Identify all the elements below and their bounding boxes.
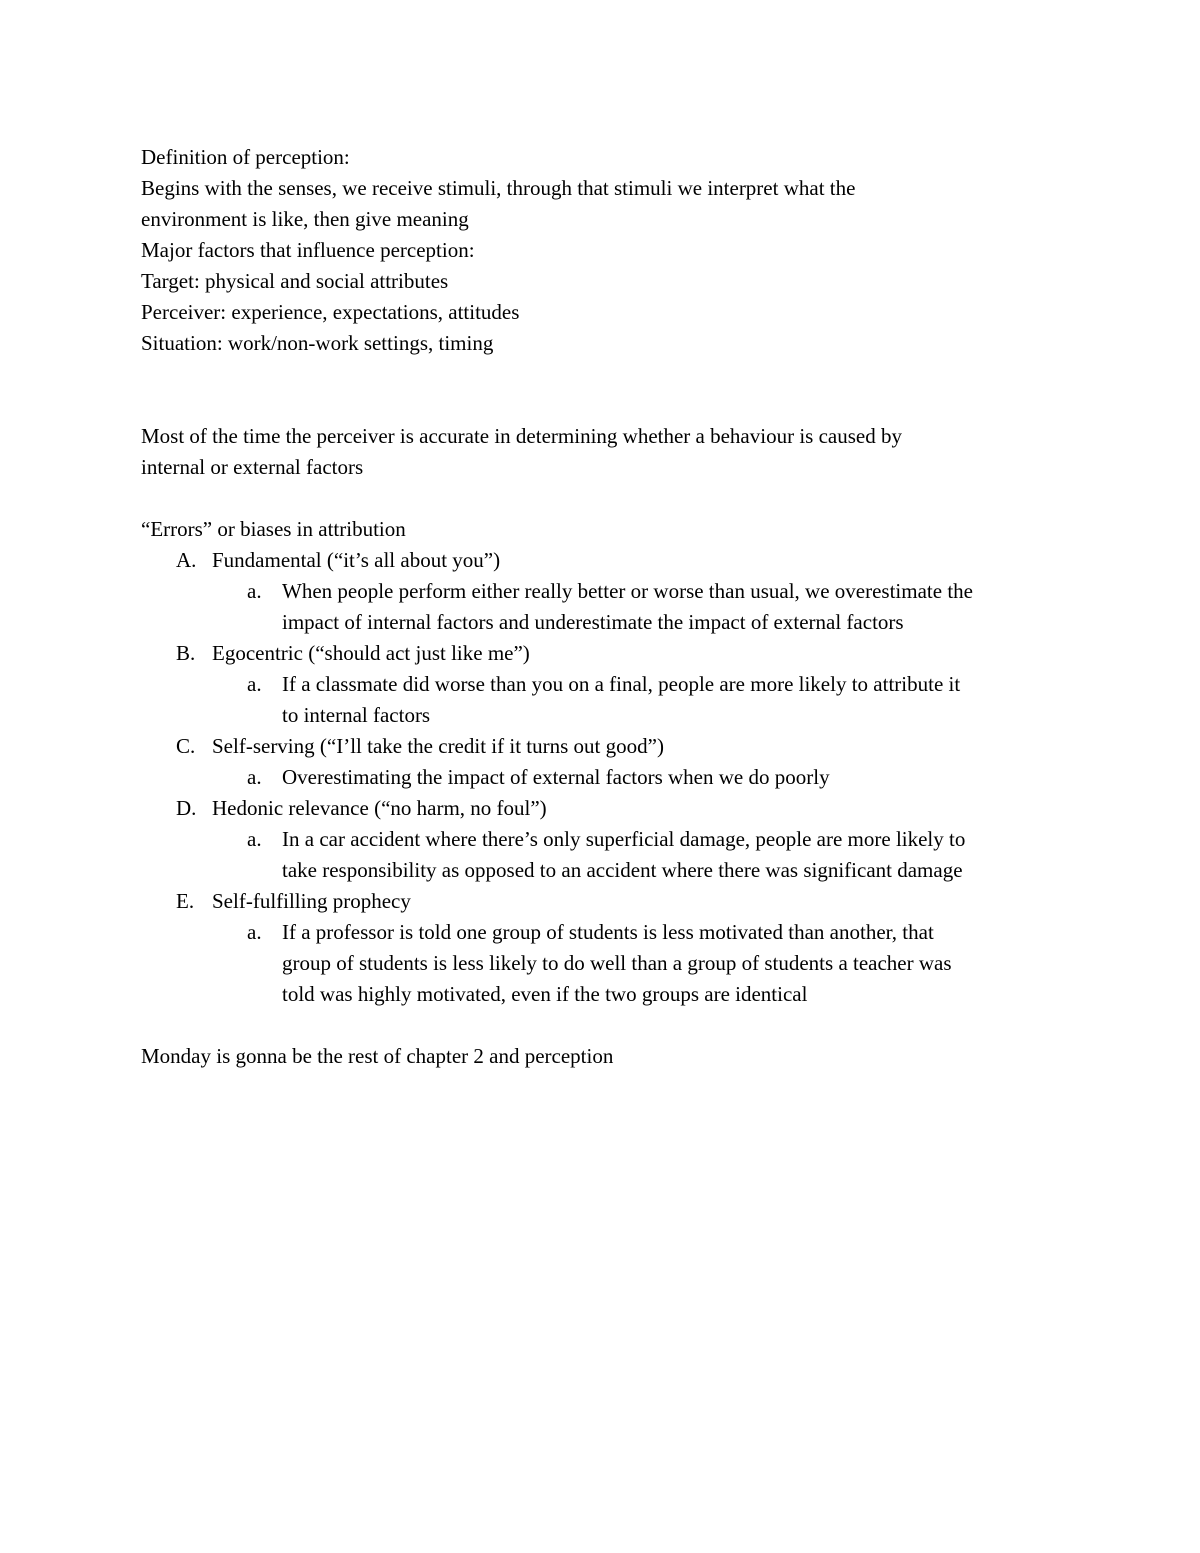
spacer xyxy=(141,1010,1081,1041)
bias-example xyxy=(141,576,1081,638)
bias-item-self-fulfilling-prophecy xyxy=(141,886,1081,917)
spacer xyxy=(141,359,1081,390)
list-marker: B. xyxy=(176,641,196,665)
factor-situation: Situation: work/non-work settings, timing xyxy=(141,331,494,355)
bias-label: Egocentric (“should act just like me”) xyxy=(212,641,530,665)
bias-example xyxy=(141,669,1081,731)
list-marker: a. xyxy=(247,579,262,603)
bias-label: Hedonic relevance (“no harm, no foul”) xyxy=(212,796,547,820)
bias-label: Fundamental (“it’s all about you”) xyxy=(212,548,501,572)
definition-text-line-1: Begins with the senses, we receive stimuli, through that stimuli we interpret what the xyxy=(141,176,856,200)
bias-example-line-1: In a car accident where there’s only superficial damage, people are more likely to xyxy=(282,827,966,851)
bias-example-line-2: impact of internal factors and underestimate the impact of external factors xyxy=(282,610,904,634)
bias-example-line-3: told was highly motivated, even if the two groups are identical xyxy=(282,982,808,1006)
bias-item-egocentric xyxy=(141,638,1081,669)
spacer xyxy=(141,390,1081,421)
bias-example xyxy=(141,917,1081,1010)
bias-example-line-2: to internal factors xyxy=(282,703,431,727)
list-marker: a. xyxy=(247,827,262,851)
document-page xyxy=(141,142,1081,1072)
list-marker: C. xyxy=(176,734,196,758)
bias-example xyxy=(141,824,1081,886)
list-marker: A. xyxy=(176,548,197,572)
bias-example-line-1: When people perform either really better or worse than usual, we overestimate the xyxy=(282,579,973,603)
list-marker: D. xyxy=(176,796,197,820)
accuracy-text-line-1: Most of the time the perceiver is accurate in determining whether a behaviour is caused by xyxy=(141,424,902,448)
bias-example-line-2: group of students is less likely to do well than a group of students a teacher was xyxy=(282,951,952,975)
bias-label: Self-fulfilling prophecy xyxy=(212,889,411,913)
definition-text-line-2: environment is like, then give meaning xyxy=(141,207,469,231)
bias-example-line-1: If a classmate did worse than you on a final, people are more likely to attribute it xyxy=(282,672,961,696)
monday-note: Monday is gonna be the rest of chapter 2 and perception xyxy=(141,1044,614,1068)
biases-heading: “Errors” or biases in attribution xyxy=(141,517,406,541)
bias-example-line-1: If a professor is told one group of students is less motivated than another, that xyxy=(282,920,934,944)
bias-item-fundamental xyxy=(141,545,1081,576)
list-marker: E. xyxy=(176,889,195,913)
bias-example-line-1: Overestimating the impact of external factors when we do poorly xyxy=(282,765,830,789)
bias-label: Self-serving (“I’ll take the credit if it turns out good”) xyxy=(212,734,664,758)
list-marker: a. xyxy=(247,672,262,696)
bias-item-hedonic-relevance xyxy=(141,793,1081,824)
factor-perceiver: Perceiver: experience, expectations, attitudes xyxy=(141,300,520,324)
spacer xyxy=(141,483,1081,514)
bias-example-line-2: take responsibility as opposed to an accident where there was significant damage xyxy=(282,858,963,882)
bias-item-self-serving xyxy=(141,731,1081,762)
accuracy-text-line-2: internal or external factors xyxy=(141,455,364,479)
factors-heading: Major factors that influence perception: xyxy=(141,238,475,262)
list-marker: a. xyxy=(247,765,262,789)
list-marker: a. xyxy=(247,920,262,944)
definition-heading: Definition of perception: xyxy=(141,145,350,169)
bias-example xyxy=(141,762,1081,793)
factor-target: Target: physical and social attributes xyxy=(141,269,449,293)
